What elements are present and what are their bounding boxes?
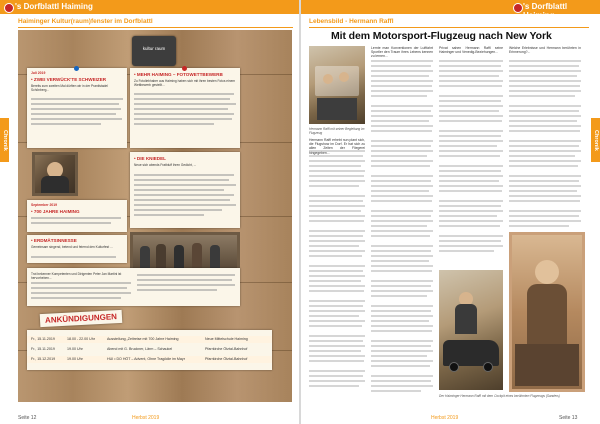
left-page xyxy=(0,0,299,424)
page-number: Seite 13 xyxy=(559,415,578,421)
note-date: Juli 2019 xyxy=(31,71,46,75)
pin-icon xyxy=(182,66,187,71)
pin-icon xyxy=(74,66,79,71)
note-text: Neue sich abends Fratbluff ihren Gedicht, ... xyxy=(134,163,197,167)
announcement-row: Fr., 15.11.2019 19.00 Uhr Abend mit G. Bruckner, Lärm – Schaukel Pfarrkirche Ötztal-Bahnhof xyxy=(31,347,248,351)
note-title: • MEHR HAIMING – FOTOWETTBEWERB xyxy=(134,72,223,77)
caption-top: Hermann Raffl mit seiner Begleitung im Flugzeug xyxy=(309,127,365,135)
article-col-3: Privat sahen Hermann Raffl seine Haiminger und Venedig-Beziehungen... xyxy=(439,46,503,55)
note-title: • ZWEI VERWÜCK'TE SCHWEIZER xyxy=(31,77,107,82)
note-erdmaetsinnesse xyxy=(27,235,127,263)
announcement-row: Fr., 15.11.2019 18.00 - 22.00 Uhr Ausstellung „Zeitreise mit 700 Jahre Haiming Neue Mittelschule Haiming xyxy=(27,336,272,343)
announcement-row: Fr., 15.12.2019 19.00 Uhr HUI • DO HÖT – Advent, Ohne Tragödie im Mayr Pfarrkirche Ötztal-Bahnhof xyxy=(27,356,272,363)
photo-person xyxy=(32,152,78,196)
logo-icon xyxy=(4,3,14,13)
sign-text: kultur raum xyxy=(142,46,166,51)
note-text: Zu Fotoliebhaber aus Haiming haben sich mit ihren besten Fotos einem Wettbewerb gestellt... xyxy=(134,79,235,87)
photo-plane xyxy=(309,46,365,124)
note-text: Trot bekenner Kompetenten und Dirigenten Peter Jan Martini ist hervorheben... xyxy=(31,272,122,280)
note-text: Bereits zum zweiten Mal dürften wir in der Prantlstadel Schönberg... xyxy=(31,84,108,92)
caption-bottom: Der Haiminger Hermann Raffl mit dem Cockpit eines berühmten Flugzeugs (Sanders) xyxy=(439,394,560,398)
photo-cockpit xyxy=(439,270,503,390)
announcements-table xyxy=(27,330,272,370)
article-col-1: Hermann Raffl erhebt nun plant sich, die Flugshow im Dorf. Er hat sich zu allen Zeiten der Fliegerei hingegeben... xyxy=(309,138,365,155)
logo-icon xyxy=(513,3,523,13)
section-title: Haiminger Kultur(raum)fenster im Dorfblattl xyxy=(18,18,153,25)
photo-portrait xyxy=(509,232,585,392)
section-title: Lebensbild - Hermann Raffl xyxy=(309,18,394,25)
photo-group xyxy=(130,232,240,272)
note-kniedel xyxy=(130,152,240,228)
header-title: 's Dorfblattl Haiming xyxy=(523,2,568,20)
footer-issue: Herbst 2019 xyxy=(431,415,459,421)
note-fotowettbewerb xyxy=(130,68,240,148)
note-700-jahre xyxy=(27,200,127,232)
article-col-2: Lernte man Konventionen der Luftfahrt Sportler den Traum ihres Lebens kennen zu lernen... xyxy=(371,46,433,59)
footer-issue: Herbst 2019 xyxy=(132,415,160,421)
announcements-title: ANKÜNDIGUNGEN xyxy=(40,310,123,327)
header-title: 's Dorfblattl Haiming xyxy=(15,2,93,11)
note-schweizer xyxy=(27,68,127,148)
note-title: • 700 JAHRE HAIMING xyxy=(31,209,80,214)
page-number: Seite 12 xyxy=(18,415,37,421)
side-tab-chronik: Chronik xyxy=(591,118,600,162)
note-date: September 2019 xyxy=(31,203,58,207)
kulturraum-sign xyxy=(132,36,176,66)
note-title: • ERDMÄTSINNESSE xyxy=(31,238,77,243)
section-rule xyxy=(309,27,589,28)
article-col-4: Welche Erlebnisse und Hermann berührten in Erinnerung?... xyxy=(509,46,581,55)
article-headline: Mit dem Motorsport-Flugzeug nach New York xyxy=(331,30,552,42)
note-long xyxy=(27,268,240,306)
note-title: • DIE KNIEDEL xyxy=(134,156,166,161)
side-tab-chronik: Chronik xyxy=(0,118,9,162)
section-rule xyxy=(18,27,293,28)
note-text: Gemeinsam singend, betend und feiernd den Kulturfest ... xyxy=(31,245,113,249)
right-page xyxy=(301,0,600,424)
